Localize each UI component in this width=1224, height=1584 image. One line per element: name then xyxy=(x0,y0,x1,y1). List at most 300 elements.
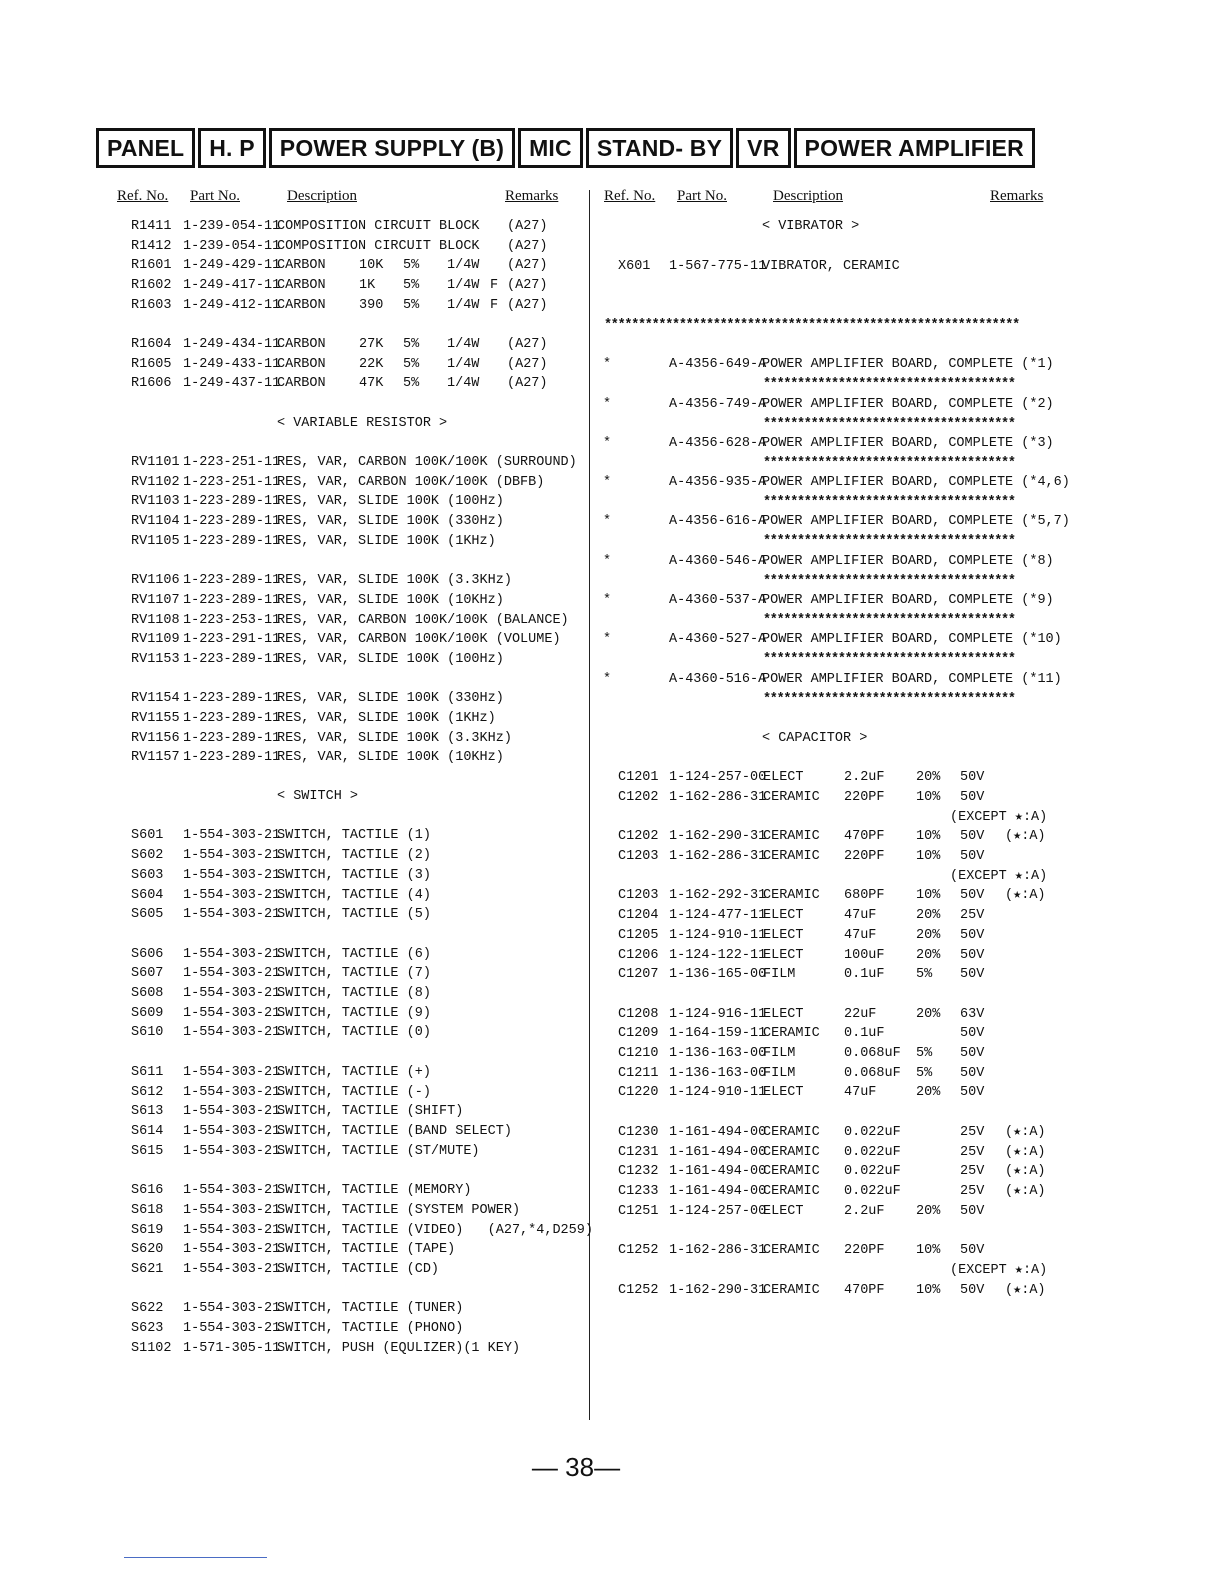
ref-no: S613 xyxy=(131,1104,164,1119)
bottom-rule xyxy=(124,1557,267,1558)
ref-no: RV1109 xyxy=(131,632,180,647)
type: CERAMIC xyxy=(763,1164,820,1179)
type: FILM xyxy=(763,1066,796,1081)
remarks: (A27) xyxy=(507,239,548,254)
value: 0.1uF xyxy=(844,1026,885,1041)
part-no: 1-136-163-00 xyxy=(669,1066,767,1081)
ref-no: C1210 xyxy=(618,1046,659,1061)
part-no: 1-554-303-21 xyxy=(183,1242,281,1257)
value: 0.022uF xyxy=(844,1164,901,1179)
description: CARBON xyxy=(277,258,326,273)
separator-stars: ************************************* xyxy=(763,416,1015,432)
description: VIBRATOR, CERAMIC xyxy=(762,259,900,274)
mark: * xyxy=(603,436,612,451)
part-no: 1-223-251-11 xyxy=(183,475,281,490)
part-no: 1-239-054-11 xyxy=(183,239,281,254)
voltage: 25V xyxy=(960,1145,985,1160)
ref-no: C1211 xyxy=(618,1066,659,1081)
part-no: 1-136-163-00 xyxy=(669,1046,767,1061)
description: RES, VAR, CARBON 100K/100K (SURROUND) xyxy=(277,455,577,470)
value: 220PF xyxy=(844,849,885,864)
description: CARBON xyxy=(277,337,326,352)
description: SWITCH, TACTILE (TAPE) xyxy=(277,1242,456,1257)
part-no: 1-164-159-11 xyxy=(669,1026,767,1041)
remarks: (A27) xyxy=(507,258,548,273)
type: CERAMIC xyxy=(763,888,820,903)
tolerance: 5% xyxy=(916,1066,933,1081)
ref-no: R1412 xyxy=(131,239,172,254)
part-no: 1-162-286-31 xyxy=(669,1243,767,1258)
part-no: 1-223-289-11 xyxy=(183,593,281,608)
description: RES, VAR, SLIDE 100K (1KHz) xyxy=(277,534,496,549)
ref-no: R1602 xyxy=(131,278,172,293)
description: POWER AMPLIFIER BOARD, COMPLETE (*10) xyxy=(762,632,1062,647)
description: RES, VAR, CARBON 100K/100K (BALANCE) xyxy=(277,613,569,628)
ref-no: C1208 xyxy=(618,1007,659,1022)
remarks: (A27) xyxy=(507,298,548,313)
ref-no: C1232 xyxy=(618,1164,659,1179)
part-no: 1-124-910-11 xyxy=(669,1085,767,1100)
voltage: 50V xyxy=(960,948,985,963)
part-no: 1-223-291-11 xyxy=(183,632,281,647)
voltage: 50V xyxy=(960,1283,985,1298)
ref-no: RV1103 xyxy=(131,494,180,509)
part-no: 1-223-289-11 xyxy=(183,652,281,667)
voltage: 25V xyxy=(960,908,985,923)
section-tabs xyxy=(96,128,1035,168)
type: CERAMIC xyxy=(763,1125,820,1140)
ref-no: S610 xyxy=(131,1025,164,1040)
part-no: 1-571-305-11 xyxy=(183,1341,281,1356)
ref-no: S607 xyxy=(131,966,164,981)
part-no: 1-554-303-21 xyxy=(183,868,281,883)
part-no: 1-554-303-21 xyxy=(183,986,281,1001)
part-no: A-4356-649-A xyxy=(669,357,767,372)
part-no: 1-554-303-21 xyxy=(183,1262,281,1277)
remarks: (★:A) xyxy=(1005,1184,1046,1199)
part-no: 1-567-775-11 xyxy=(669,259,767,274)
ref-no: S601 xyxy=(131,828,164,843)
remarks: (EXCEPT ★:A) xyxy=(950,1263,1048,1278)
part-no: 1-223-251-11 xyxy=(183,455,281,470)
ref-no: RV1154 xyxy=(131,691,180,706)
description: RES, VAR, SLIDE 100K (330Hz) xyxy=(277,691,504,706)
mark: * xyxy=(603,514,612,529)
part-no: 1-249-437-11 xyxy=(183,376,281,391)
voltage: 50V xyxy=(960,967,985,982)
ref-no: X601 xyxy=(618,259,651,274)
part-no: 1-249-434-11 xyxy=(183,337,281,352)
remarks: (A27) xyxy=(507,219,548,234)
value: 27K xyxy=(359,337,384,352)
value: 220PF xyxy=(844,790,885,805)
part-no: 1-161-494-00 xyxy=(669,1184,767,1199)
separator-stars: ************************************************************* xyxy=(604,318,1019,333)
part-no: A-4356-616-A xyxy=(669,514,767,529)
value: 0.022uF xyxy=(844,1125,901,1140)
voltage: 50V xyxy=(960,928,985,943)
separator-stars: ************************************* xyxy=(763,651,1015,667)
ref-no: S614 xyxy=(131,1124,164,1139)
description: SWITCH, TACTILE (-) xyxy=(277,1085,431,1100)
mark: * xyxy=(603,397,612,412)
type: ELECT xyxy=(763,928,804,943)
part-no: 1-161-494-00 xyxy=(669,1164,767,1179)
tab-power-amplifier: POWER AMPLIFIER xyxy=(794,128,1035,168)
ref-no: S608 xyxy=(131,986,164,1001)
wattage: 1/4W xyxy=(447,258,480,273)
description: COMPOSITION CIRCUIT BLOCK xyxy=(277,219,480,234)
page-number: — 38— xyxy=(531,1452,621,1482)
separator-stars: ************************************* xyxy=(763,691,1015,707)
voltage: 50V xyxy=(960,1046,985,1061)
value: 0.022uF xyxy=(844,1184,901,1199)
tab-mic: MIC xyxy=(518,128,583,168)
ref-no: RV1157 xyxy=(131,750,180,765)
section-title-vibrator: < VIBRATOR > xyxy=(762,219,860,234)
remarks: (★:A) xyxy=(1005,1145,1046,1160)
description: SWITCH, TACTILE (6) xyxy=(277,947,431,962)
ref-no: RV1155 xyxy=(131,711,180,726)
voltage: 25V xyxy=(960,1164,985,1179)
voltage: 25V xyxy=(960,1125,985,1140)
right-header-desc: Description xyxy=(773,188,843,204)
description: RES, VAR, SLIDE 100K (100Hz) xyxy=(277,494,504,509)
part-no: 1-223-289-11 xyxy=(183,750,281,765)
ref-no: RV1106 xyxy=(131,573,180,588)
part-no: A-4360-527-A xyxy=(669,632,767,647)
part-no: 1-223-253-11 xyxy=(183,613,281,628)
part-no: 1-124-910-11 xyxy=(669,928,767,943)
right-header-ref: Ref. No. xyxy=(604,188,656,204)
remarks: (★:A) xyxy=(1005,829,1046,844)
type: FILM xyxy=(763,1046,796,1061)
part-no: 1-554-303-21 xyxy=(183,828,281,843)
part-no: 1-223-289-11 xyxy=(183,573,281,588)
type: CERAMIC xyxy=(763,1026,820,1041)
description: SWITCH, TACTILE (3) xyxy=(277,868,431,883)
ref-no: R1606 xyxy=(131,376,172,391)
flag: F xyxy=(490,278,499,293)
separator-stars: ************************************* xyxy=(763,533,1015,549)
part-no: 1-554-303-21 xyxy=(183,1203,281,1218)
ref-no: RV1108 xyxy=(131,613,180,628)
left-header-ref: Ref. No. xyxy=(117,188,169,204)
ref-no: S612 xyxy=(131,1085,164,1100)
voltage: 50V xyxy=(960,1026,985,1041)
ref-no: C1231 xyxy=(618,1145,659,1160)
remarks: (EXCEPT ★:A) xyxy=(950,869,1048,884)
tolerance: 5% xyxy=(403,278,420,293)
part-no: 1-554-303-21 xyxy=(183,1223,281,1238)
ref-no: S611 xyxy=(131,1065,164,1080)
ref-no: S609 xyxy=(131,1006,164,1021)
ref-no: S606 xyxy=(131,947,164,962)
ref-no: RV1153 xyxy=(131,652,180,667)
part-no: 1-124-477-11 xyxy=(669,908,767,923)
tolerance: 10% xyxy=(916,888,941,903)
mark: * xyxy=(603,475,612,490)
part-no: 1-249-429-11 xyxy=(183,258,281,273)
type: CERAMIC xyxy=(763,1145,820,1160)
ref-no: C1205 xyxy=(618,928,659,943)
part-no: 1-162-286-31 xyxy=(669,849,767,864)
mark: * xyxy=(603,357,612,372)
part-no: 1-554-303-21 xyxy=(183,1006,281,1021)
description: RES, VAR, CARBON 100K/100K (VOLUME) xyxy=(277,632,561,647)
tolerance: 20% xyxy=(916,1085,941,1100)
description: RES, VAR, SLIDE 100K (330Hz) xyxy=(277,514,504,529)
part-no: 1-554-303-21 xyxy=(183,966,281,981)
part-no: 1-554-303-21 xyxy=(183,888,281,903)
description: POWER AMPLIFIER BOARD, COMPLETE (*9) xyxy=(762,593,1054,608)
description: POWER AMPLIFIER BOARD, COMPLETE (*8) xyxy=(762,554,1054,569)
part-no: 1-162-292-31 xyxy=(669,888,767,903)
tab-hp: H. P xyxy=(198,128,266,168)
part-no: 1-554-303-21 xyxy=(183,1025,281,1040)
ref-no: RV1107 xyxy=(131,593,180,608)
ref-no: RV1156 xyxy=(131,731,180,746)
description: COMPOSITION CIRCUIT BLOCK xyxy=(277,239,480,254)
description: RES, VAR, SLIDE 100K (3.3KHz) xyxy=(277,731,512,746)
ref-no: S605 xyxy=(131,907,164,922)
value: 0.022uF xyxy=(844,1145,901,1160)
type: ELECT xyxy=(763,770,804,785)
part-no: 1-554-303-21 xyxy=(183,1321,281,1336)
wattage: 1/4W xyxy=(447,278,480,293)
type: ELECT xyxy=(763,1204,804,1219)
description: SWITCH, TACTILE (BAND SELECT) xyxy=(277,1124,512,1139)
part-no: 1-162-290-31 xyxy=(669,1283,767,1298)
tolerance: 10% xyxy=(916,849,941,864)
description: SWITCH, TACTILE (CD) xyxy=(277,1262,440,1277)
separator-stars: ************************************* xyxy=(763,455,1015,471)
mark: * xyxy=(603,632,612,647)
part-no: 1-124-916-11 xyxy=(669,1007,767,1022)
part-no: 1-554-303-21 xyxy=(183,848,281,863)
description: SWITCH, TACTILE (1) xyxy=(277,828,431,843)
tolerance: 20% xyxy=(916,770,941,785)
ref-no: C1252 xyxy=(618,1243,659,1258)
value: 47uF xyxy=(844,928,877,943)
voltage: 50V xyxy=(960,829,985,844)
ref-no: S623 xyxy=(131,1321,164,1336)
voltage: 50V xyxy=(960,888,985,903)
mark: * xyxy=(603,672,612,687)
ref-no: S616 xyxy=(131,1183,164,1198)
value: 22uF xyxy=(844,1007,877,1022)
part-no: 1-223-289-11 xyxy=(183,514,281,529)
ref-no: C1204 xyxy=(618,908,659,923)
tab-vr: VR xyxy=(736,128,790,168)
value: 1K xyxy=(359,278,376,293)
left-header-part: Part No. xyxy=(190,188,240,204)
tolerance: 5% xyxy=(916,967,933,982)
voltage: 50V xyxy=(960,1243,985,1258)
value: 22K xyxy=(359,357,384,372)
description: SWITCH, TACTILE (5) xyxy=(277,907,431,922)
ref-no: RV1101 xyxy=(131,455,180,470)
description: RES, VAR, SLIDE 100K (10KHz) xyxy=(277,750,504,765)
part-no: 1-554-303-21 xyxy=(183,1065,281,1080)
part-no: 1-554-303-21 xyxy=(183,1144,281,1159)
part-no: A-4360-537-A xyxy=(669,593,767,608)
wattage: 1/4W xyxy=(447,298,480,313)
description: RES, VAR, SLIDE 100K (100Hz) xyxy=(277,652,504,667)
right-header-part: Part No. xyxy=(677,188,727,204)
tolerance: 20% xyxy=(916,908,941,923)
part-no: A-4360-546-A xyxy=(669,554,767,569)
description: SWITCH, TACTILE (SYSTEM POWER) xyxy=(277,1203,521,1218)
ref-no: S602 xyxy=(131,848,164,863)
value: 100uF xyxy=(844,948,885,963)
remarks: (★:A) xyxy=(1005,1283,1046,1298)
part-no: 1-554-303-21 xyxy=(183,1183,281,1198)
part-no: 1-554-303-21 xyxy=(183,1124,281,1139)
part-no: 1-124-257-00 xyxy=(669,770,767,785)
voltage: 50V xyxy=(960,770,985,785)
tab-power-supply-b: POWER SUPPLY (B) xyxy=(269,128,515,168)
remarks: (EXCEPT ★:A) xyxy=(950,810,1048,825)
part-no: 1-223-289-11 xyxy=(183,534,281,549)
left-header-remarks: Remarks xyxy=(505,188,559,204)
tolerance: 5% xyxy=(916,1046,933,1061)
description: SWITCH, TACTILE (9) xyxy=(277,1006,431,1021)
part-no: 1-554-303-21 xyxy=(183,1085,281,1100)
voltage: 50V xyxy=(960,1085,985,1100)
part-no: 1-223-289-11 xyxy=(183,711,281,726)
separator-stars: ************************************* xyxy=(763,376,1015,392)
description: SWITCH, TACTILE (4) xyxy=(277,888,431,903)
ref-no: C1220 xyxy=(618,1085,659,1100)
separator-stars: ************************************* xyxy=(763,573,1015,589)
remarks: (A27) xyxy=(507,357,548,372)
tolerance: 20% xyxy=(916,928,941,943)
description: SWITCH, TACTILE (8) xyxy=(277,986,431,1001)
remarks: (A27) xyxy=(507,278,548,293)
ref-no: C1201 xyxy=(618,770,659,785)
ref-no: RV1102 xyxy=(131,475,180,490)
value: 47K xyxy=(359,376,384,391)
ref-no: R1604 xyxy=(131,337,172,352)
remarks: (A27) xyxy=(507,337,548,352)
part-no: A-4356-749-A xyxy=(669,397,767,412)
part-no: 1-161-494-00 xyxy=(669,1125,767,1140)
ref-no: R1605 xyxy=(131,357,172,372)
remarks: (A27) xyxy=(507,376,548,391)
ref-no: C1203 xyxy=(618,888,659,903)
description: POWER AMPLIFIER BOARD, COMPLETE (*3) xyxy=(762,436,1054,451)
description: CARBON xyxy=(277,357,326,372)
separator-stars: ************************************* xyxy=(763,494,1015,510)
ref-no: R1411 xyxy=(131,219,172,234)
part-no: A-4356-935-A xyxy=(669,475,767,490)
wattage: 1/4W xyxy=(447,357,480,372)
type: FILM xyxy=(763,967,796,982)
tolerance: 5% xyxy=(403,357,420,372)
description: RES, VAR, SLIDE 100K (10KHz) xyxy=(277,593,504,608)
ref-no: C1202 xyxy=(618,790,659,805)
part-no: A-4360-516-A xyxy=(669,672,767,687)
type: CERAMIC xyxy=(763,1243,820,1258)
value: 10K xyxy=(359,258,384,273)
value: 220PF xyxy=(844,1243,885,1258)
flag: F xyxy=(490,298,499,313)
value: 680PF xyxy=(844,888,885,903)
part-no: 1-124-122-11 xyxy=(669,948,767,963)
part-no: 1-162-290-31 xyxy=(669,829,767,844)
value: 0.1uF xyxy=(844,967,885,982)
ref-no: RV1104 xyxy=(131,514,180,529)
tolerance: 20% xyxy=(916,1204,941,1219)
description: RES, VAR, SLIDE 100K (1KHz) xyxy=(277,711,496,726)
remarks: (★:A) xyxy=(1005,1125,1046,1140)
type: ELECT xyxy=(763,1085,804,1100)
section-title-variable-resistor: < VARIABLE RESISTOR > xyxy=(277,416,448,431)
tolerance: 10% xyxy=(916,1283,941,1298)
mark: * xyxy=(603,554,612,569)
remarks: (★:A) xyxy=(1005,1164,1046,1179)
section-title-capacitor: < CAPACITOR > xyxy=(762,731,868,746)
ref-no: C1206 xyxy=(618,948,659,963)
part-no: 1-554-303-21 xyxy=(183,1104,281,1119)
part-no: 1-554-303-21 xyxy=(183,907,281,922)
value: 2.2uF xyxy=(844,1204,885,1219)
description: SWITCH, TACTILE (SHIFT) xyxy=(277,1104,464,1119)
part-no: 1-223-289-11 xyxy=(183,494,281,509)
type: ELECT xyxy=(763,948,804,963)
description: POWER AMPLIFIER BOARD, COMPLETE (*2) xyxy=(762,397,1054,412)
ref-no: C1233 xyxy=(618,1184,659,1199)
ref-no: R1603 xyxy=(131,298,172,313)
part-no: 1-162-286-31 xyxy=(669,790,767,805)
ref-no: C1203 xyxy=(618,849,659,864)
description: CARBON xyxy=(277,376,326,391)
voltage: 50V xyxy=(960,790,985,805)
section-title-switch: < SWITCH > xyxy=(277,789,359,804)
tolerance: 5% xyxy=(403,376,420,391)
tolerance: 20% xyxy=(916,948,941,963)
type: CERAMIC xyxy=(763,1283,820,1298)
part-no: 1-161-494-00 xyxy=(669,1145,767,1160)
ref-no: C1209 xyxy=(618,1026,659,1041)
ref-no: S619 xyxy=(131,1223,164,1238)
ref-no: C1202 xyxy=(618,829,659,844)
right-header-remarks: Remarks xyxy=(990,188,1044,204)
ref-no: C1252 xyxy=(618,1283,659,1298)
ref-no: S620 xyxy=(131,1242,164,1257)
description: CARBON xyxy=(277,278,326,293)
description: SWITCH, TACTILE (MEMORY) xyxy=(277,1183,472,1198)
ref-no: S603 xyxy=(131,868,164,883)
type: CERAMIC xyxy=(763,1184,820,1199)
tolerance: 10% xyxy=(916,829,941,844)
tolerance: 20% xyxy=(916,1007,941,1022)
ref-no: RV1105 xyxy=(131,534,180,549)
wattage: 1/4W xyxy=(447,376,480,391)
description: SWITCH, TACTILE (TUNER) xyxy=(277,1301,464,1316)
description: SWITCH, TACTILE (+) xyxy=(277,1065,431,1080)
value: 0.068uF xyxy=(844,1066,901,1081)
part-no: 1-554-303-21 xyxy=(183,1301,281,1316)
ref-no: S618 xyxy=(131,1203,164,1218)
description: RES, VAR, SLIDE 100K (3.3KHz) xyxy=(277,573,512,588)
description: SWITCH, PUSH (EQULIZER)(1 KEY) xyxy=(277,1341,521,1356)
tolerance: 5% xyxy=(403,298,420,313)
part-no: 1-249-417-11 xyxy=(183,278,281,293)
description: SWITCH, TACTILE (0) xyxy=(277,1025,431,1040)
description: SWITCH, TACTILE (VIDEO) (A27,*4,D259) xyxy=(277,1223,593,1238)
